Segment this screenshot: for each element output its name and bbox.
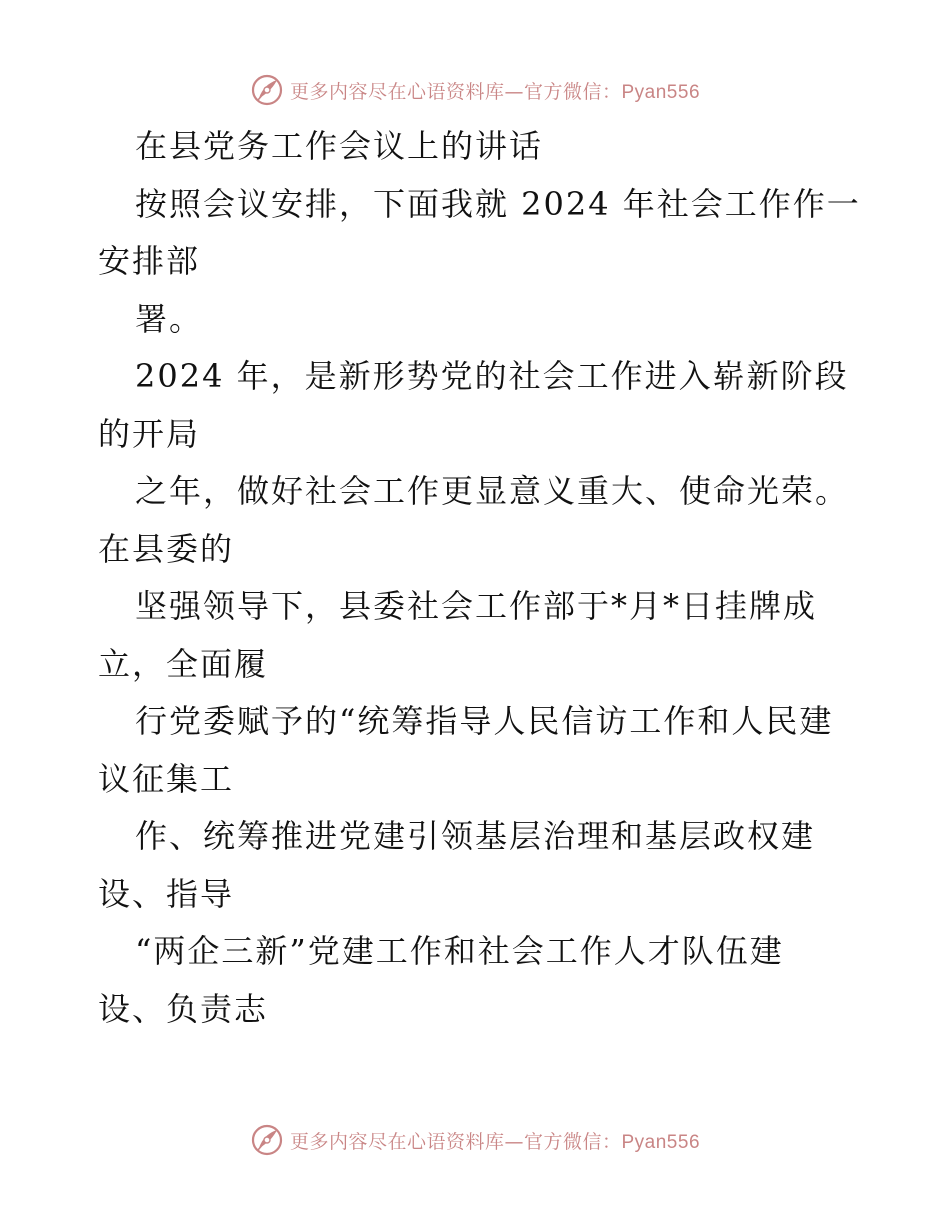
document-line: 作、统筹推进党建引领基层治理和基层政权建: [135, 817, 816, 855]
feather-quill-seal-icon: [250, 1123, 284, 1157]
document-line: 署。: [135, 299, 204, 338]
document-line: 立，全面履: [98, 644, 269, 683]
document-line: 设、负责志: [98, 989, 269, 1028]
document-line: 按照会议安排，下面我就 2024 年社会工作作一: [135, 184, 861, 223]
document-line: 在县委的: [98, 529, 235, 568]
footer-watermark: [0, 1120, 950, 1160]
watermark-text: 更多内容尽在心语资料库—官方微信：Pyan556: [289, 80, 701, 103]
document-line: 在县党务工作会议上的讲话: [135, 127, 544, 165]
document-line: 的开局: [98, 414, 201, 453]
watermark-text: 更多内容尽在心语资料库—官方微信：Pyan556: [289, 1130, 701, 1153]
document-line: 2024 年，是新形势党的社会工作进入崭新阶段: [135, 357, 849, 395]
document-body: [98, 118, 868, 1038]
header-watermark: [0, 70, 950, 110]
feather-quill-seal-icon: [250, 73, 284, 107]
document-line: 议征集工: [98, 759, 235, 798]
document-line: 安排部: [98, 242, 201, 280]
document-line: 坚强领导下，县委社会工作部于*月*日挂牌成: [135, 587, 818, 625]
document-line: 行党委赋予的“统筹指导人民信访工作和人民建: [135, 702, 834, 740]
document-line: 设、指导: [98, 874, 235, 913]
document-line: “两企三新”党建工作和社会工作人才队伍建: [135, 932, 784, 970]
document-line: 之年，做好社会工作更显意义重大、使命光荣。: [135, 472, 850, 510]
